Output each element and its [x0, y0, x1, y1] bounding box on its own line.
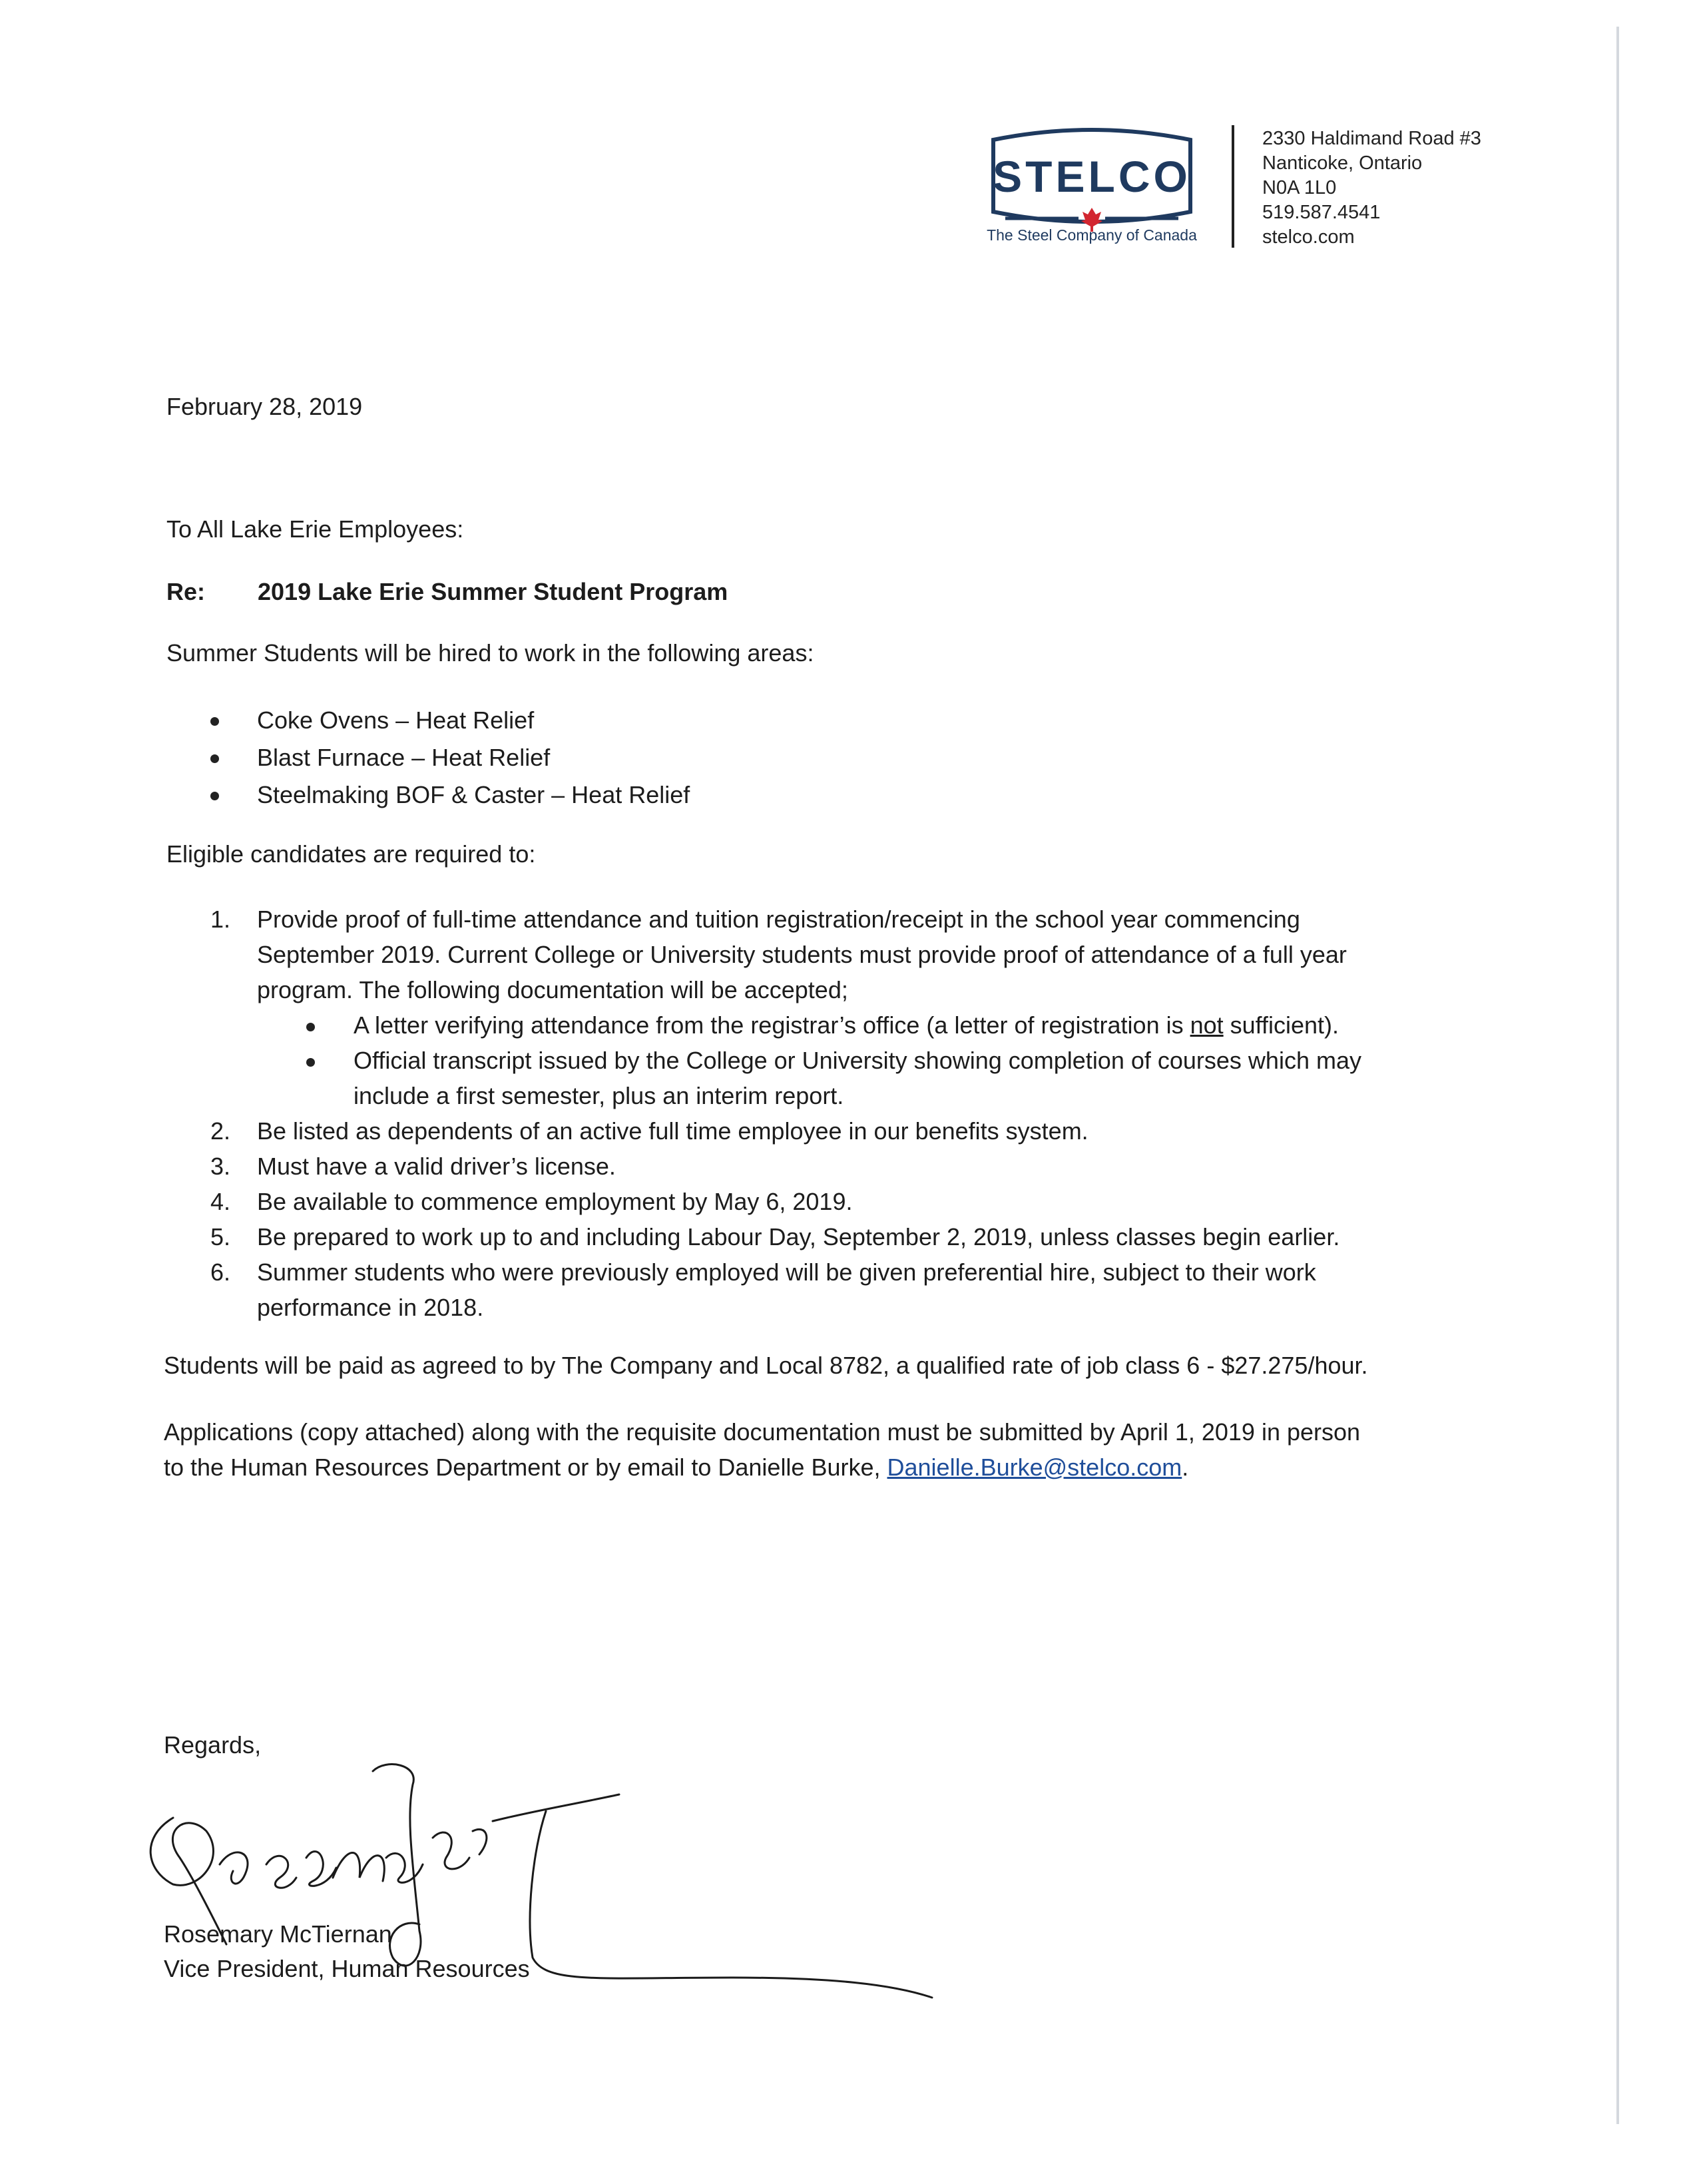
bullet-icon: [210, 717, 219, 726]
signer-title: Vice President, Human Resources: [164, 1955, 530, 1982]
requirement-number: 6.: [210, 1258, 231, 1286]
address-street: 2330 Haldimand Road #3: [1262, 128, 1481, 149]
logo-tagline: The Steel Company of Canada: [987, 226, 1197, 244]
requirement-number: 1.: [210, 906, 231, 933]
work-areas-list: [210, 702, 690, 814]
pay-rate-text: Students will be paid as agreed to by The Company and Local 8782, a qualified rate of job class 6 - $27.275/hour.: [164, 1352, 1368, 1379]
requirement-number: 4.: [210, 1188, 231, 1215]
bullet-icon: [210, 754, 219, 763]
signer-name: Rosemary McTiernan: [164, 1920, 392, 1948]
scan-edge-line: [1616, 27, 1619, 2124]
salutation: To All Lake Erie Employees:: [166, 515, 464, 543]
requirement-item: 5. Be prepared to work up to and including Labour Day, September 2, 2019, unless classes begin earlier.: [210, 1219, 1361, 1254]
address-phone: 519.587.4541: [1262, 202, 1381, 223]
requirement-item: 1. Provide proof of full-time attendance and tuition registration/receipt in the school year commencing September 2019. Current College or University students must provide proof of attendance of a full year program. The following documentation will be accepted;: [210, 902, 1361, 1007]
requirement-item: 4. Be available to commence employment by May 6, 2019.: [210, 1184, 1361, 1219]
requirement-item: 3. Must have a valid driver’s license.: [210, 1149, 1361, 1184]
email-link[interactable]: Danielle.Burke@stelco.com: [887, 1454, 1182, 1481]
requirement-item: 2. Be listed as dependents of an active full time employee in our benefits system.: [210, 1113, 1361, 1149]
requirement-number: 2.: [210, 1117, 231, 1145]
document-item: Official transcript issued by the College or University showing completion of courses which may include a first semester, plus an interim report.: [210, 1043, 1361, 1113]
bullet-icon: [210, 792, 219, 800]
address-postal-code: N0A 1L0: [1262, 177, 1337, 198]
list-item: Blast Furnace – Heat Relief: [210, 739, 690, 776]
re-subject: 2019 Lake Erie Summer Student Program: [258, 578, 728, 605]
re-label: Re:: [166, 578, 206, 605]
requirement-number: 3.: [210, 1153, 231, 1180]
list-item: Steelmaking BOF & Caster – Heat Relief: [210, 776, 690, 814]
application-instructions: Applications (copy attached) along with the requisite documentation must be submitted by April 1, 2019 in person to the Human Resources Department or by email to Danielle Burke, Danielle.Burke@stelco.com.: [164, 1418, 1361, 1481]
eligibility-intro: Eligible candidates are required to:: [166, 840, 536, 868]
letter-date: February 28, 2019: [166, 393, 363, 420]
closing: Regards,: [164, 1731, 262, 1759]
handwritten-signature: [133, 1758, 959, 2051]
bullet-icon: [306, 1023, 315, 1031]
requirement-item: 6. Summer students who were previously employed will be given preferential hire, subject to their work performance in 2018.: [210, 1254, 1361, 1325]
address-website: stelco.com: [1262, 226, 1355, 248]
intro-text: Summer Students will be hired to work in the following areas:: [166, 639, 814, 667]
list-item: Coke Ovens – Heat Relief: [210, 702, 690, 739]
logo-wordmark: STELCO: [993, 152, 1191, 201]
emphasis-not: not: [1190, 1011, 1224, 1039]
document-item: A letter verifying attendance from the registrar’s office (a letter of registration is not sufficient).: [210, 1007, 1361, 1043]
address-city: Nanticoke, Ontario: [1262, 152, 1423, 174]
company-address: [1262, 127, 1481, 250]
bullet-icon: [306, 1058, 315, 1067]
letterhead-divider: [1232, 125, 1234, 248]
re-line: [166, 578, 728, 606]
requirement-number: 5.: [210, 1223, 231, 1250]
requirements-list: [210, 902, 1361, 1325]
